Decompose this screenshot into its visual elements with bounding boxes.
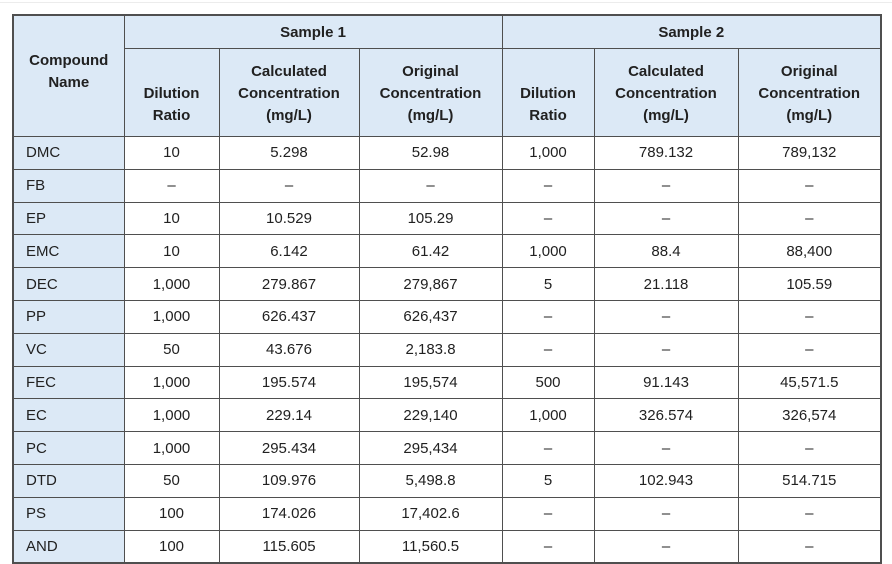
s1-dilution-cell: 10 (124, 202, 219, 235)
s2-original-cell: – (738, 497, 881, 530)
s1-original-cell: 2,183.8 (359, 333, 502, 366)
s2-calculated-cell: – (594, 300, 738, 333)
s1-dilution-ratio-header: Dilution Ratio (124, 49, 219, 137)
s1-original-cell: 17,402.6 (359, 497, 502, 530)
s1-dilution-cell: 1,000 (124, 300, 219, 333)
s1-original-cell: – (359, 169, 502, 202)
table-row (13, 169, 881, 202)
s1-dilution-cell: 50 (124, 333, 219, 366)
table-row (13, 432, 881, 465)
compound-name-cell: EMC (13, 235, 124, 268)
s2-calculated-cell: – (594, 432, 738, 465)
s1-dilution-cell: 1,000 (124, 432, 219, 465)
compound-name-cell: FB (13, 169, 124, 202)
compound-name-cell: DMC (13, 137, 124, 170)
s1-dilution-cell: 100 (124, 497, 219, 530)
table-row (13, 530, 881, 563)
compound-name-cell: EP (13, 202, 124, 235)
s2-original-cell: – (738, 333, 881, 366)
s2-calculated-cell: – (594, 497, 738, 530)
s2-calculated-cell: 326.574 (594, 399, 738, 432)
s2-dilution-cell: 5 (502, 268, 594, 301)
s2-calculated-cell: 91.143 (594, 366, 738, 399)
s2-original-cell: 45,571.5 (738, 366, 881, 399)
s2-calculated-cell: 789.132 (594, 137, 738, 170)
sample2-group-header: Sample 2 (502, 15, 881, 49)
table-row (13, 366, 881, 399)
s1-original-cell: 229,140 (359, 399, 502, 432)
table-row (13, 137, 881, 170)
table-row (13, 268, 881, 301)
s1-original-cell: 61.42 (359, 235, 502, 268)
s2-original-cell: 326,574 (738, 399, 881, 432)
table-row (13, 333, 881, 366)
s1-original-cell: 279,867 (359, 268, 502, 301)
s1-calculated-cell: – (219, 169, 359, 202)
compound-name-cell: AND (13, 530, 124, 563)
s1-dilution-cell: 1,000 (124, 366, 219, 399)
s1-original-cell: 11,560.5 (359, 530, 502, 563)
s2-original-cell: – (738, 300, 881, 333)
s1-original-concentration-header: Original Concentration (mg/L) (359, 49, 502, 137)
s2-original-cell: – (738, 530, 881, 563)
s2-original-cell: 105.59 (738, 268, 881, 301)
compound-name-header: Compound Name (13, 15, 124, 137)
s2-calculated-cell: – (594, 333, 738, 366)
compound-name-cell: VC (13, 333, 124, 366)
s2-original-cell: – (738, 432, 881, 465)
s2-calculated-concentration-header: Calculated Concentration (mg/L) (594, 49, 738, 137)
s2-original-cell: – (738, 202, 881, 235)
s2-dilution-cell: – (502, 530, 594, 563)
s2-original-cell: – (738, 169, 881, 202)
s1-original-cell: 105.29 (359, 202, 502, 235)
compound-name-cell: EC (13, 399, 124, 432)
s1-original-cell: 52.98 (359, 137, 502, 170)
s1-calculated-cell: 115.605 (219, 530, 359, 563)
s1-calculated-cell: 174.026 (219, 497, 359, 530)
s1-calculated-cell: 229.14 (219, 399, 359, 432)
table-row (13, 300, 881, 333)
table-row (13, 399, 881, 432)
s1-original-cell: 626,437 (359, 300, 502, 333)
group-header-row (13, 15, 881, 49)
s2-original-cell: 514.715 (738, 464, 881, 497)
s1-calculated-cell: 6.142 (219, 235, 359, 268)
s2-dilution-cell: 1,000 (502, 399, 594, 432)
s2-dilution-cell: – (502, 202, 594, 235)
s1-calculated-cell: 295.434 (219, 432, 359, 465)
s2-calculated-cell: 88.4 (594, 235, 738, 268)
s2-original-concentration-header: Original Concentration (mg/L) (738, 49, 881, 137)
s1-dilution-cell: 10 (124, 235, 219, 268)
table-row (13, 464, 881, 497)
s2-dilution-cell: 5 (502, 464, 594, 497)
s2-dilution-cell: 1,000 (502, 235, 594, 268)
compound-name-cell: FEC (13, 366, 124, 399)
s1-dilution-cell: 50 (124, 464, 219, 497)
table-row (13, 235, 881, 268)
compound-name-cell: PS (13, 497, 124, 530)
s1-original-cell: 195,574 (359, 366, 502, 399)
concentration-table (12, 14, 882, 564)
s2-dilution-ratio-header: Dilution Ratio (502, 49, 594, 137)
s2-calculated-cell: – (594, 202, 738, 235)
compound-name-cell: PP (13, 300, 124, 333)
s1-dilution-cell: – (124, 169, 219, 202)
s2-dilution-cell: – (502, 497, 594, 530)
s2-dilution-cell: – (502, 333, 594, 366)
table-row (13, 202, 881, 235)
s1-dilution-cell: 10 (124, 137, 219, 170)
s1-calculated-cell: 109.976 (219, 464, 359, 497)
s1-calculated-cell: 5.298 (219, 137, 359, 170)
s1-original-cell: 5,498.8 (359, 464, 502, 497)
s1-calculated-cell: 43.676 (219, 333, 359, 366)
s1-original-cell: 295,434 (359, 432, 502, 465)
table-row (13, 497, 881, 530)
compound-name-cell: PC (13, 432, 124, 465)
s1-dilution-cell: 100 (124, 530, 219, 563)
s1-calculated-cell: 626.437 (219, 300, 359, 333)
s2-dilution-cell: 1,000 (502, 137, 594, 170)
compound-name-cell: DTD (13, 464, 124, 497)
s2-original-cell: 789,132 (738, 137, 881, 170)
s1-dilution-cell: 1,000 (124, 399, 219, 432)
s2-calculated-cell: 102.943 (594, 464, 738, 497)
s2-calculated-cell: 21.118 (594, 268, 738, 301)
s1-dilution-cell: 1,000 (124, 268, 219, 301)
sub-header-row (13, 49, 881, 137)
s1-calculated-concentration-header: Calculated Concentration (mg/L) (219, 49, 359, 137)
s2-calculated-cell: – (594, 530, 738, 563)
s2-dilution-cell: 500 (502, 366, 594, 399)
s1-calculated-cell: 279.867 (219, 268, 359, 301)
s2-original-cell: 88,400 (738, 235, 881, 268)
s2-calculated-cell: – (594, 169, 738, 202)
compound-name-cell: DEC (13, 268, 124, 301)
sample1-group-header: Sample 1 (124, 15, 502, 49)
s2-dilution-cell: – (502, 432, 594, 465)
top-divider (0, 2, 892, 3)
s1-calculated-cell: 10.529 (219, 202, 359, 235)
s2-dilution-cell: – (502, 169, 594, 202)
s1-calculated-cell: 195.574 (219, 366, 359, 399)
s2-dilution-cell: – (502, 300, 594, 333)
